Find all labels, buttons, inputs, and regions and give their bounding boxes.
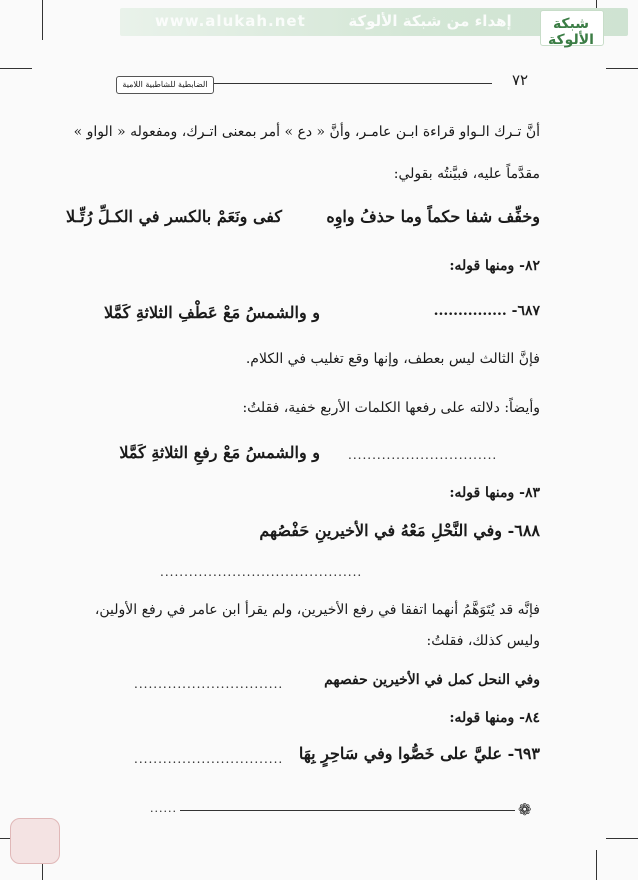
footer-ornament-icon: ❁ bbox=[518, 800, 532, 819]
section-heading: ٨٤- ومنها قوله: bbox=[449, 710, 540, 726]
section-heading: ٨٢- ومنها قوله: bbox=[449, 258, 540, 274]
crop-mark bbox=[606, 838, 638, 839]
page-number: ٧٢ bbox=[511, 71, 529, 89]
ellipsis-dots: ............................... bbox=[134, 752, 284, 766]
paragraph-line: مقدَّماً عليه، فبيَّنتُه بقولي: bbox=[393, 166, 540, 182]
book-title-tag: الضابطية للشاطبية اللامية bbox=[116, 76, 214, 94]
verse-hemistich: كفى ونَعَمْ بالكسر في الكـلِّ رُتِّـلا bbox=[66, 207, 282, 226]
crop-mark bbox=[0, 68, 32, 69]
verse-number: ٦٨٧- ............... bbox=[433, 303, 540, 319]
header-rule bbox=[212, 83, 492, 84]
side-logo-icon bbox=[10, 818, 60, 864]
crop-mark bbox=[42, 0, 43, 40]
banner-url: www.alukah.net bbox=[155, 12, 306, 30]
crop-mark bbox=[606, 68, 638, 69]
footer-dots: ...... bbox=[150, 802, 177, 815]
banner-text: إهداء من شبكة الألوكة bbox=[348, 12, 512, 30]
paragraph-line: وليس كذلك، فقلتُ: bbox=[426, 633, 540, 649]
footer-rule bbox=[180, 810, 515, 811]
verse-hemistich: و والشمسُ مَعْ رفعِ الثلاثةِ كَمَّلا bbox=[119, 443, 320, 462]
crop-mark bbox=[596, 850, 597, 880]
verse-hemistich: و والشمسُ مَعْ عَطْفِ الثلاثةِ كَمَّلا bbox=[103, 303, 320, 322]
verse-hemistich: وفي النحل كمل في الأخيرين حفصهم bbox=[324, 672, 540, 688]
paragraph-line: أنَّ تـرك الـواو قراءة ابـن عامـر، وأنَّ « دع » أمر بمعنى اتـرك، ومفعوله « الواو » bbox=[73, 124, 540, 140]
ellipsis-dots: ............................... bbox=[348, 448, 498, 462]
paragraph-line: فإنَّه قد يُتَوَهَّمُ أنهما اتفقا في رفع الأخيرين، ولم يقرأ ابن عامر في رفع الأولين، bbox=[94, 602, 540, 618]
verse-hemistich: وخفِّف شفا حكماً وما حذفُ واوِه bbox=[326, 207, 540, 226]
ellipsis-dots: .......................................... bbox=[160, 565, 363, 579]
paragraph-line: وأيضاً: دلالته على رفعها الكلمات الأربع خفية، فقلتُ: bbox=[242, 400, 540, 416]
ellipsis-dots: ............................... bbox=[134, 677, 284, 691]
paragraph-line: فإنَّ الثالث ليس بعطف، وإنها وقع تغليب في الكلام. bbox=[245, 351, 540, 367]
section-heading: ٨٣- ومنها قوله: bbox=[449, 485, 540, 501]
site-logo-text: شبكة الألوكة bbox=[548, 16, 594, 48]
verse-line: ٦٩٣- عليَّ على خَصُّوا وفي سَاحِرٍ بِهَا bbox=[298, 744, 540, 763]
verse-line: ٦٨٨- وفي النَّحْلِ مَعْهُ في الأخيرينِ حَفْصُهم bbox=[259, 521, 540, 540]
